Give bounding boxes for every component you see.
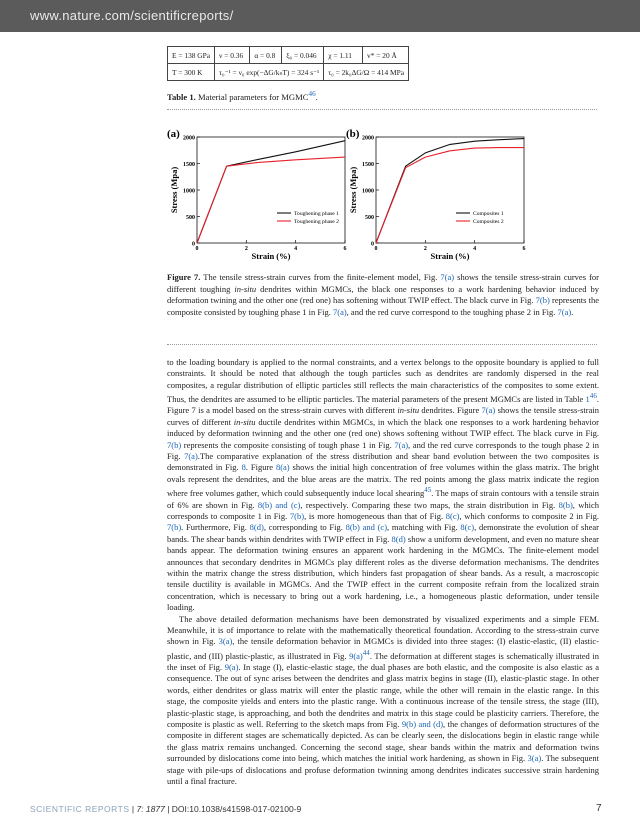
figure-link[interactable]: 7(b) <box>167 439 182 450</box>
figure-caption-label: Figure 7. <box>167 272 201 282</box>
legend-label: Toughening phase 1 <box>294 211 339 217</box>
text-run: . The subsequent stage with pile-ups of dislocations and profuse deformation twinning among dendrites indicates successive strain hardening until a final fracture. <box>167 753 599 787</box>
x-axis-label: Strain (%) <box>251 251 291 261</box>
figure-link[interactable]: 8(d) <box>249 522 264 533</box>
text-run: .The comparative explanation of the stress distribution and shear band evolution between the two composites is demonstrated in Fig. <box>167 451 599 473</box>
y-tick-label: 2000 <box>362 135 374 142</box>
text-run: , which conforms to composite 2 in Fig. <box>459 510 599 521</box>
x-tick-label: 0 <box>374 246 378 252</box>
divider <box>167 344 597 345</box>
series-line <box>376 139 524 243</box>
y-tick-label: 500 <box>365 214 374 221</box>
text-run: dendrites. Figure <box>419 405 482 416</box>
reference-link[interactable]: 45 <box>424 486 432 495</box>
figure-7b-chart <box>343 125 556 265</box>
divider <box>167 109 597 110</box>
y-tick-label: 0 <box>192 241 195 248</box>
article-body <box>167 357 599 788</box>
y-tick-label: 500 <box>186 214 195 221</box>
x-tick-label: 6 <box>343 246 347 252</box>
material-parameter-table <box>167 46 409 81</box>
series-line <box>376 148 524 243</box>
text-run: . Figure 7 is a model based on the stress-strain curves with different <box>167 394 599 416</box>
param-cell: ξ₀ = 0.046 <box>282 47 324 64</box>
text-run: to the loading boundary is applied to the normal constraints, and a vertex belongs to the opposite boundary is applied to full constraints. It should be noted that although the tough particles such as dendrites are randomly dispersed in the real composites, a regular distribution of elliptic particles still reflects the main characteristics of the composites to some extent. Thus, the dendrites are assumed to be elliptic particles. The material parameters of the present MGMCs are listed in Table <box>167 357 599 405</box>
paragraph-2 <box>167 614 599 788</box>
x-tick-label: 4 <box>294 246 298 252</box>
figure-link[interactable]: 9(a) <box>349 650 363 661</box>
figure-link[interactable]: 7(a) <box>557 307 572 318</box>
chart-svg-b <box>343 125 556 265</box>
text-run: , and the red curve corresponds to the tough phase 2 in Fig. <box>167 439 600 462</box>
text-run: . The maps of strain contours with a tensile strain of 6% are shown in Fig. <box>167 488 599 510</box>
table-link[interactable]: 1 <box>585 394 590 405</box>
figure-link[interactable]: 8 <box>241 462 246 473</box>
caption-text: , and the red curve correspond to the toughing phase 2 in Fig. <box>346 307 558 318</box>
caption-text: dendrites within MGMCs, the black one responses to a work hardening behavior induced by deformation twining and the other one (red one) has softening without TWIP effect. The black curve in Fig. <box>167 283 599 306</box>
figure-link[interactable]: 3(a) <box>527 753 542 764</box>
param-cell: χ = 1.11 <box>324 47 363 64</box>
x-tick-label: 2 <box>244 246 248 252</box>
figure-link[interactable]: 9(a) <box>224 662 239 673</box>
param-cell: ν = 0.36 <box>215 47 250 64</box>
figure-link[interactable]: 8(b) and (c) <box>345 522 388 533</box>
figure-7-caption <box>167 272 599 319</box>
param-cell: τ₀⁻¹ = ν₀ exp(−ΔG/kₙT) = 324 s⁻¹ <box>215 64 324 81</box>
reference-link[interactable]: 46 <box>308 90 316 98</box>
journal-brand: SCIENTIFIC REPORTS <box>30 804 130 814</box>
text-run: shows the initial high concentration of free volumes within the glass matrix. The bright ovals represent the dendrites, and the blue areas are the matrix. The red points among the glass matrix indicate the region where free volumes gather, which could subsequently induce local shearing <box>167 462 599 499</box>
figure-link[interactable]: 7(a) <box>481 405 496 416</box>
figure-link[interactable]: 7(b) <box>289 510 305 521</box>
caption-text: represents the composite consisted by toughing phase 1 in Fig. <box>167 295 600 318</box>
x-axis-label: Strain (%) <box>430 251 470 261</box>
page-number: 7 <box>596 803 602 814</box>
x-tick-label: 0 <box>195 246 199 252</box>
text-run: . The deformation at different stages is schematically illustrated in the inset of Fig. <box>167 650 600 673</box>
figure-link[interactable]: 8(d) <box>391 533 406 544</box>
table-caption-text: Material parameters for MGMC <box>197 91 309 102</box>
y-tick-label: 1000 <box>183 188 195 195</box>
text-run: . Furthermore, Fig. <box>181 522 250 533</box>
doi[interactable]: | DOI:10.1038/s41598-017-02100-9 <box>164 804 302 814</box>
text-run: show a uniform development, and even no mature shear bands appear. The deformation twining ensures an apparent work hardening in the MGMCs. The finite-element model announces that secondary dendrites in MGMCs play different roles as the diverse deformation mechanisms. The dendrites within the matrix change the stress distribution, which hinders fast propagation of shear bands. As a result, a macroscopic tensile ductility is available in MGMCs. And the TWIP effect in the current composite refrain from the localized strain concentration, which is necessary to bring out a work hardening, i.e., a homogeneous plastic deformation, under tensile loading. <box>167 533 600 613</box>
text-run: shows the tensile stress-strain curves of different <box>167 405 599 427</box>
reference-link[interactable]: 46 <box>589 392 597 401</box>
text-italic: in-situ <box>397 405 420 416</box>
journal-header-bar <box>0 0 640 32</box>
figure-link[interactable]: 7(a) <box>184 451 198 462</box>
series-line <box>197 157 345 243</box>
text-run: , the changes of deformation structures of the composite in different stages are schematically depicted. As can be clearly seen, the dislocations begin in elastic range while the glass matrix remains unchanged. Concerning the second stage, shear bands within the matrix and deformation twins surrounded by dislocations come into being, which matches the initial work hardening, as shown in Fig. <box>167 719 599 764</box>
figure-link[interactable]: 8(c) <box>460 522 475 533</box>
figure-link[interactable]: 8(b) and (c) <box>257 499 301 510</box>
y-axis-label: Stress (Mpa) <box>348 166 358 214</box>
text-run: . In stage (I), elastic-elastic stage, the dual phases are both elastic, and the composite is also elastic as a consequence. The out of sync arises between the dendrites and glass matrix begins in stage (II), elastic-plastic stage. In other words, either dendrites or glass matrix will enter the plastic range, while the other will remain in the elastic range. In this stage, the composite yields and enters into the plastic range. With a continuous increase of the tensile stress, the stage (III), plastic-plastic stage, is approaching, and both the dendrites and matrix in this stage could be plasticity carriers. Therefore, the composite is plastic as well. Referring to the sketch maps from Fig. <box>167 662 600 730</box>
paragraph-1 <box>167 357 599 614</box>
figure-link[interactable]: 8(b) <box>558 499 573 510</box>
figure-link[interactable]: 8(a) <box>275 462 290 473</box>
plot-frame <box>197 137 345 243</box>
figure-link[interactable]: 7(a) <box>332 307 347 318</box>
param-cell: v* = 20 Å <box>363 47 409 64</box>
caption-text: shows the tensile stress-strain curves for different toughing <box>167 272 599 294</box>
figure-link[interactable]: 8(c) <box>445 510 460 521</box>
text-italic: in-situ <box>233 416 256 427</box>
y-axis-label: Stress (Mpa) <box>169 166 179 214</box>
text-run: , demonstrate the evolution of shear bands. The shear bands within dendrites with TWIP effect in Fig. <box>167 522 599 544</box>
text-run: The above detailed deformation mechanisms have been demonstrated by visualized experiments and a simple FEM. Meanwhile, it is of importance to relate with the mathematically theoretical foundation. According to the stress-strain curve shown in Fig. <box>167 613 599 647</box>
text-run: , matching with Fig. <box>387 522 461 533</box>
y-tick-label: 1500 <box>183 161 195 168</box>
citation: 7: 1877 <box>136 804 165 814</box>
param-cell: τ₀ = 2k₀ΔG/Ω = 414 MPa <box>324 64 409 81</box>
x-tick-label: 6 <box>522 246 526 252</box>
param-cell: α = 0.8 <box>250 47 282 64</box>
caption-text: The tensile stress-strain curves from the finite-element model, Fig. <box>200 272 441 282</box>
legend-label: Toughening phase 2 <box>294 219 339 225</box>
figure-link[interactable]: 3(a) <box>218 636 233 647</box>
table-caption-end: . <box>315 91 318 102</box>
journal-url[interactable]: www.nature.com/scientificreports/ <box>30 8 234 23</box>
figure-link[interactable]: 9(b) and (d) <box>401 719 444 730</box>
y-tick-label: 1000 <box>362 188 374 195</box>
text-run: represents the composite consisting of tough phase 1 in Fig. <box>181 439 395 450</box>
panel-label: (a) <box>167 128 180 140</box>
figure-link[interactable]: 7(a) <box>440 272 455 282</box>
y-tick-label: 1500 <box>362 161 374 168</box>
footer-separator: | <box>129 804 137 814</box>
y-tick-label: 2000 <box>183 135 195 142</box>
text-run: , is more homogeneous than that of Fig. <box>304 510 446 521</box>
reference-link[interactable]: 44 <box>362 648 370 657</box>
figure-link[interactable]: 7(a) <box>394 439 409 450</box>
series-line <box>197 141 345 243</box>
plot-frame <box>376 137 524 243</box>
text-run: , which corresponds to composite 1 in Fig. <box>167 499 599 521</box>
legend-label: Composites 1 <box>473 211 504 217</box>
legend-label: Composites 2 <box>473 219 504 225</box>
text-run: , respectively. Comparing these two maps, the strain distribution in Fig. <box>300 499 559 510</box>
text-run: ductile dendrites within MGMCs, in which the black one responses to a work hardening behavior induced by deformation twinning and the other one (red one) shows softening without TWIP effect. The black curve in Fig. <box>167 416 599 439</box>
text-run: , the tensile deformation behavior in MGMCs is divided into three stages: (I) elastic-elastic, (II) elastic-plastic, and (III) plastic-plastic, as illustrated in Fig. <box>167 636 599 661</box>
caption-italic: in-situ <box>234 283 257 294</box>
table-caption <box>167 90 318 102</box>
text-run: , corresponding to Fig. <box>263 522 346 533</box>
table-caption-label: Table 1. <box>167 91 196 102</box>
caption-text: . <box>571 307 574 318</box>
text-run: . Figure <box>245 462 276 473</box>
param-cell: T = 300 K <box>168 64 215 81</box>
panel-label: (b) <box>346 128 360 140</box>
figure-link[interactable]: 7(b) <box>535 295 550 306</box>
x-tick-label: 4 <box>473 246 477 252</box>
y-tick-label: 0 <box>371 241 374 248</box>
param-cell: E = 138 GPa <box>168 47 215 64</box>
page-footer <box>30 804 301 814</box>
x-tick-label: 2 <box>423 246 427 252</box>
figure-link[interactable]: 7(b) <box>167 522 182 533</box>
